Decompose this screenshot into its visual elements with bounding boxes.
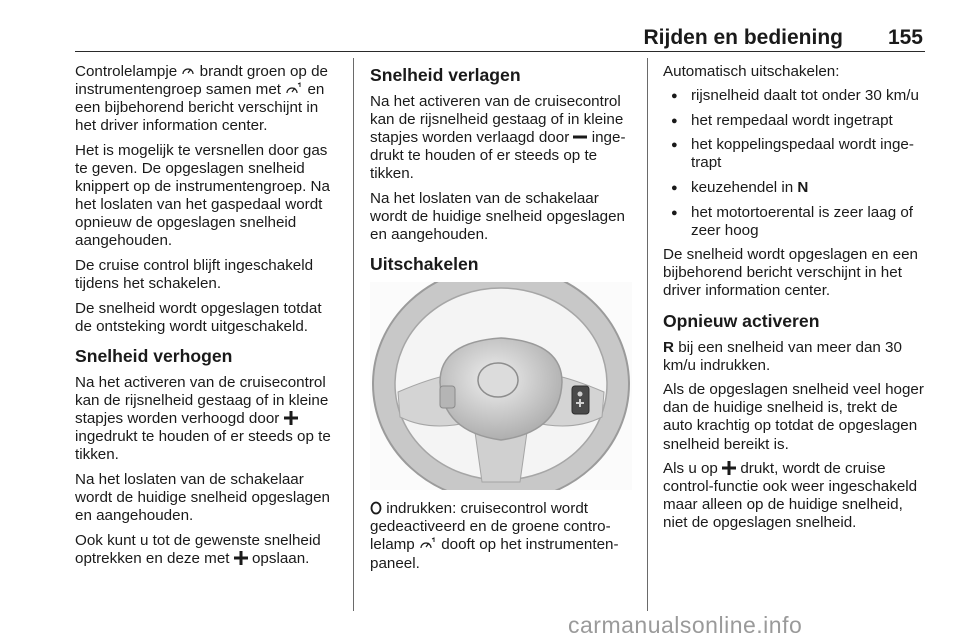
paragraph: Automatisch uitschakelen: xyxy=(663,63,840,80)
list-item: ● keuzehendel in N xyxy=(663,179,928,197)
paragraph: Als de opgeslagen snelheid veel hoger dan de huidige snelheid is, trekt de auto krachtig op totdat de opgeslagen snelheid bereikt is. xyxy=(663,381,924,453)
paragraph: Na het loslaten van de schakelaar wordt de huidige snelheid opgeslagen en aangehouden. xyxy=(370,189,626,244)
page-header xyxy=(75,18,925,52)
page-number: 155 xyxy=(887,26,923,49)
column-2 xyxy=(370,63,635,579)
paragraph: De cruise control blijft ingeschakeld tijdens het schakelen. xyxy=(75,256,314,293)
section-heading: Opnieuw activeren xyxy=(663,310,820,331)
paragraph: Na het activeren van de cruisecontrol kan de rijsnelheid gestaag of in kleine stapjes worden verlaagd door ingedrukt te houden of er steeds op te tikken. xyxy=(370,93,626,183)
plus-icon xyxy=(284,411,298,425)
plus-icon xyxy=(234,551,248,565)
circle-off-icon xyxy=(370,501,382,515)
page-title: Rijden en bediening xyxy=(643,26,843,49)
paragraph: Als u op drukt, wordt de cruise control-functie ook weer ingeschakeld maar alleen op de huidige snelheid, niet de opgeslagen snelheid. xyxy=(663,460,918,532)
plus-icon xyxy=(722,461,736,475)
paragraph: Het is mogelijk te versnellen door gas te geven. De opgeslagen snelheid knippert op de instrumentengroep. Na het loslaten van het gaspedaal wordt opnieuw de opgeslagen snelheid aangehouden. xyxy=(75,141,330,250)
list-item: ● rijsnelheid daalt tot onder 30 km/u xyxy=(663,87,928,105)
watermark: carmanualsonline.info xyxy=(568,612,803,638)
section-heading: Uitschakelen xyxy=(370,254,479,275)
paragraph: Controlelampje brandt groen op de instrumentengroep samen met en een bijbehorend bericht verschijnt in het driver information center. xyxy=(75,63,328,135)
steering-wheel-image xyxy=(370,282,632,490)
paragraph: Ook kunt u tot de gewenste snelheid optrekken en deze met opslaan. xyxy=(75,531,321,567)
column-divider-2 xyxy=(647,58,648,611)
column-divider-1 xyxy=(353,58,354,611)
minus-icon xyxy=(573,130,587,144)
cruise-control-set-icon xyxy=(285,82,303,96)
list-item: ● het koppelingspedaal wordt ingetrapt xyxy=(663,136,928,172)
paragraph: De snelheid wordt opgeslagen en een bijbehorend bericht verschijnt in het driver information center. xyxy=(663,246,918,300)
list-item: ● het rempedaal wordt ingetrapt xyxy=(663,112,928,130)
cruise-control-lamp-icon xyxy=(181,64,195,78)
paragraph: Na het activeren van de cruisecontrol kan de rijsnelheid gestaag of in kleine stapjes worden verhoogd door ingedrukt te houden of er steeds op te tikken. xyxy=(75,373,331,464)
column-3 xyxy=(663,63,928,539)
paragraph: Na het loslaten van de schakelaar wordt de huidige snelheid opgeslagen en aangehouden. xyxy=(75,470,331,524)
bullet-list xyxy=(663,87,928,240)
list-item: ● het motortoerental is zeer laag of zeer hoog xyxy=(663,204,928,240)
section-heading: Snelheid verlagen xyxy=(370,65,521,85)
paragraph: R bij een snelheid van meer dan 30 km/u indrukken. xyxy=(663,338,902,374)
paragraph: indrukken: cruisecontrol wordt gedeactiveerd en de groene controlelamp dooft op het instrumentenpaneel. xyxy=(370,500,619,572)
cruise-control-set-icon xyxy=(419,537,437,551)
section-heading: Snelheid verhogen xyxy=(75,345,233,366)
paragraph: De snelheid wordt opgeslagen totdat de ontsteking wordt uitgeschakeld. xyxy=(75,299,322,335)
column-1 xyxy=(75,63,340,574)
